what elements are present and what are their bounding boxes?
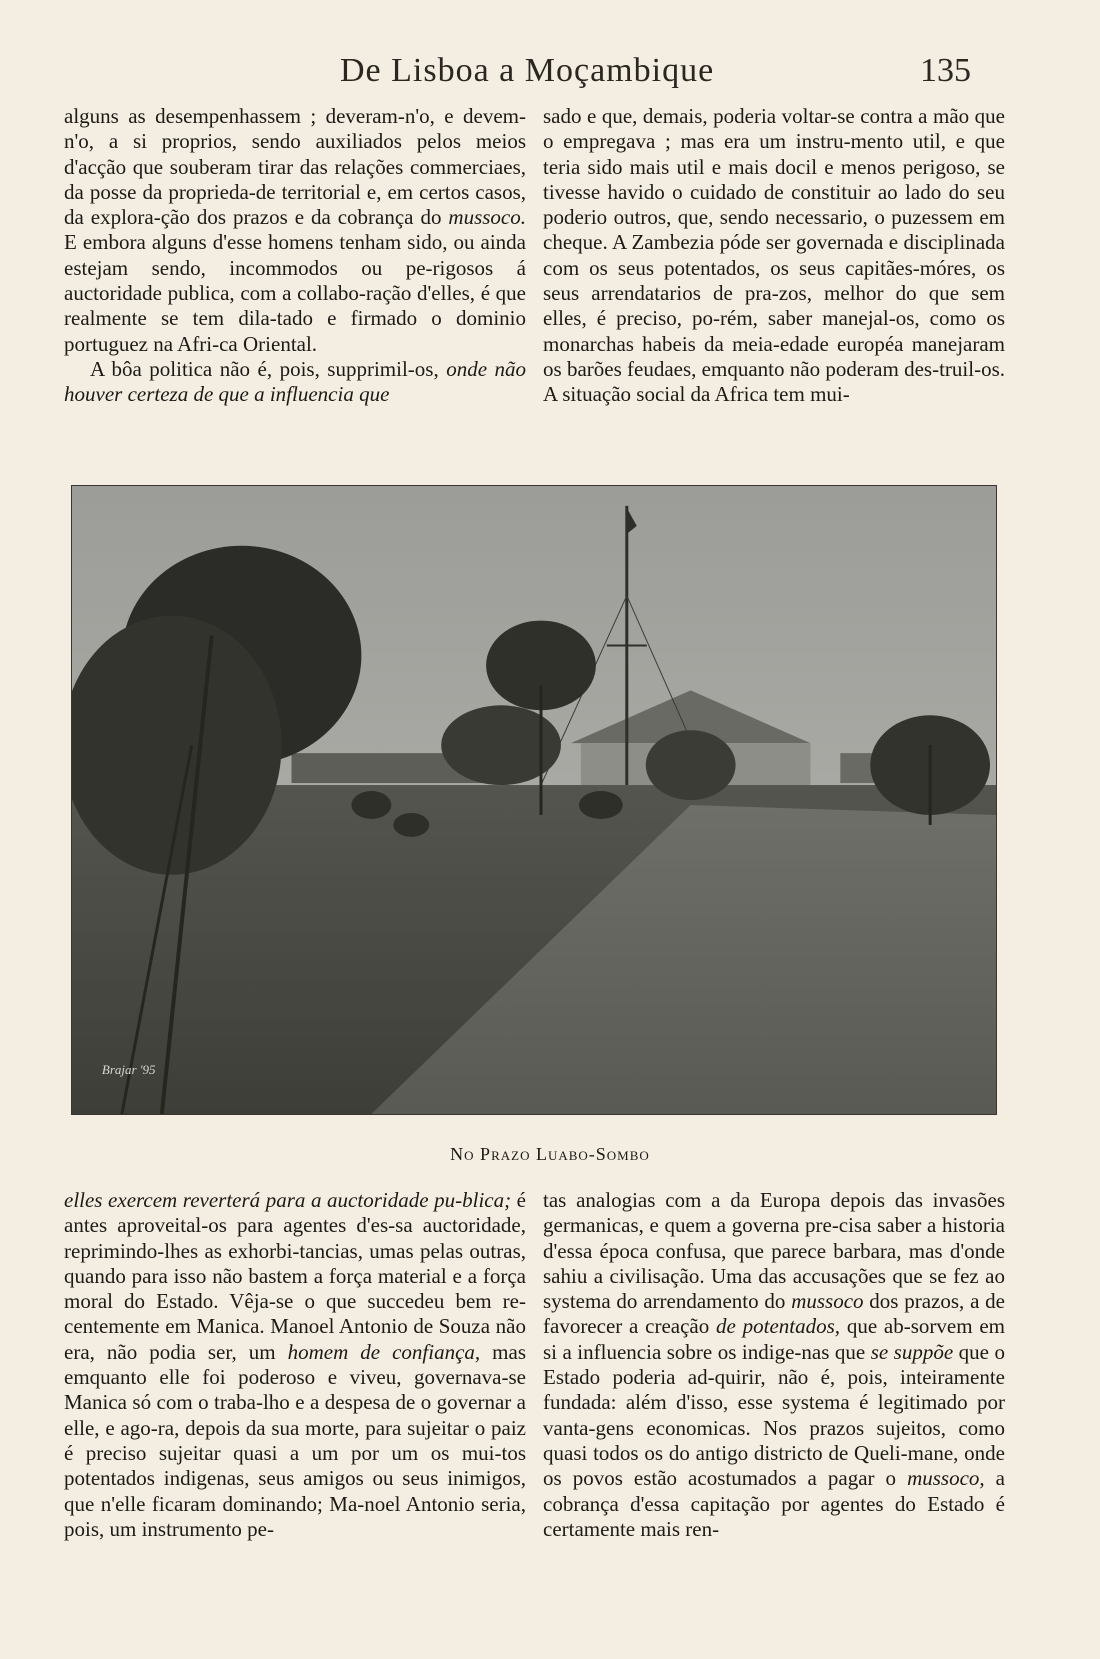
column-top-left <box>64 104 526 408</box>
column-bottom-right <box>543 1188 1005 1542</box>
column-top-right <box>543 104 1005 408</box>
italic-phrase: homem de confiança, <box>287 1339 481 1364</box>
column-bottom-left <box>64 1188 526 1542</box>
italic-term: se suppõe <box>870 1339 954 1364</box>
running-title: De Lisboa a Moçambique <box>340 52 715 89</box>
italic-phrase: elles exercem reverterá para a auctoridade pu-blica; <box>64 1188 512 1212</box>
italic-term: de potentados, <box>716 1314 841 1339</box>
italic-term: mussoco <box>791 1289 864 1314</box>
paragraph: elles exercem reverterá para a auctoridade pu-blica; é antes aproveital-os para agentes d'es-sa auctoridade, reprimindo-lhes as exhorbi-tancias, umas pelas outras, quando para isso não bastem a força material e a força moral do Estado. Vêja-se o que succedeu bem re-centemente em Manica. Manoel Antonio de Souza não era, não podia ser, um homem de confiança, mas emquanto elle foi poderoso e viveu, governava-se Manica só com o traba-lho e a despesa de o governar a elle, e ago-ra, depois da sua morte, para sujeitar o paiz é preciso sujeitar quasi a um por um os mui-tos potentados indigenas, seus amigos ou seus inimigos, que n'elle ficaram dominando; Ma-noel Antonio seria, pois, um instrumento pe- <box>64 1188 527 1541</box>
paragraph: tas analogias com a da Europa depois das invasões germanicas, e quem a governa pre-cisa saber a historia d'essa época confusa, que parece barbara, mas d'onde sahiu a civilisação. Uma das accusações que se fez ao systema do arrendamento do mussoco dos prazos, a de favorecer a creação de potentados, que ab-sorvem em si a influencia sobre os indige-nas que se suppõe que o Estado poderia ad-quirir, não é, pois, inteiramente fundada: além d'isso, esse systema é legitimado por vanta-gens economicas. Nos prazos sujeitos, como quasi todos os do antigo districto de Queli-mane, onde os povos estão acostumados a pagar o mussoco, a cobrança d'essa capitação por agentes do Estado é certamente mais ren- <box>543 1188 1005 1541</box>
italic-term: mussoco. <box>448 205 526 230</box>
page-number: 135 <box>920 52 971 89</box>
paragraph: A bôa politica não é, pois, supprimil-os, onde não houver certeza de que a influencia que <box>64 356 526 407</box>
photographer-signature: Brajar '95 <box>101 1062 156 1078</box>
paragraph: sado e que, demais, poderia voltar-se contra a mão que o empregava ; mas era um instru-mento util, e que teria sido mais util e mais docil e menos perigoso, se tivesse havido o cuidado de constituir ao lado do seu poderio outros, que, sendo necessario, o puzessem em cheque. A Zambezia póde ser governada e disciplinada com os seus potentados, os seus capitães-móres, os seus arrendatarios de pra-zos, melhor do que sem elles, é preciso, po-rém, saber manejal-os, como os monarchas habeis da meia-edade européa manejaram os barões feudaes, emquanto não poderam des-truil-os. A situação social da Africa tem mui- <box>543 104 1005 407</box>
italic-phrase: onde não houver certeza de que a influencia que <box>64 356 526 407</box>
figure-caption: No Prazo Luabo-Sombo <box>450 1144 650 1164</box>
paragraph: alguns as desempenhassem ; deveram-n'o, e devem-n'o, a si proprios, sendo auxiliados pelos meios d'acção que souberam tirar das relações commerciaes, da posse da proprieda-de territorial e, em certos casos, da explora-ção dos prazos e da cobrança do mussoco. E embora alguns d'esse homens tenham sido, ou ainda estejam sendo, incommodos ou pe-rigosos á auctoridade publica, com a collabo-ração d'elles, é que realmente se tem dila-tado e firmado o dominio portuguez na Afri-ca Oriental. <box>64 104 526 356</box>
photograph <box>71 485 997 1115</box>
photo-landscape <box>72 486 996 1114</box>
italic-term: mussoco, <box>907 1466 985 1491</box>
